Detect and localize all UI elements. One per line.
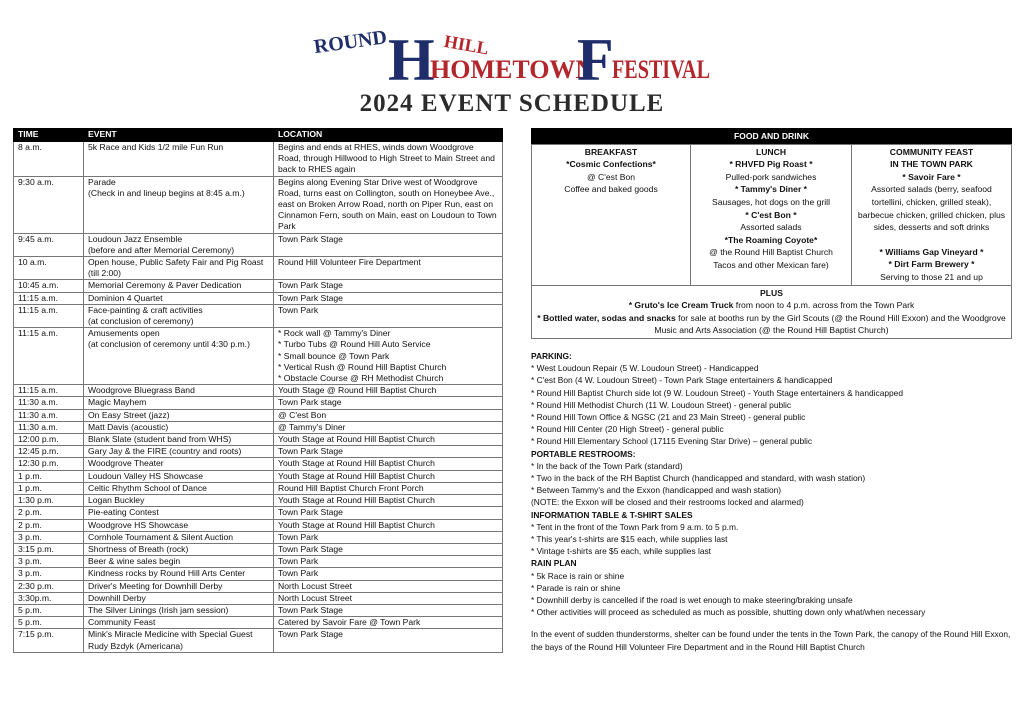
cell-time: 2 p.m. <box>14 519 84 531</box>
cell-time: 3:30p.m. <box>14 592 84 604</box>
cell-event: Cornhole Tournament & Silent Auction <box>84 531 274 543</box>
cell-time: 9:45 a.m. <box>14 233 84 256</box>
cell-event: Driver's Meeting for Downhill Derby <box>84 580 274 592</box>
list-item: * Round Hill Town Office & NGSC (21 and 23 Main Street) - general public <box>531 412 806 423</box>
cell-time: 3 p.m. <box>14 531 84 543</box>
feast-item: Serving to those 21 and up <box>880 271 983 282</box>
cell-location: Town Park Stage <box>274 446 503 458</box>
feast-column <box>852 144 1012 285</box>
table-row <box>14 592 503 604</box>
cell-location: Town Park Stage <box>274 280 503 292</box>
breakfast-heading: BREAKFAST <box>584 146 638 157</box>
cell-event: Mink's Miracle Medicine with Special Guest Rudy Bzdyk (Americana) <box>84 629 274 652</box>
column-header-event: EVENT <box>84 129 274 142</box>
breakfast-item: *Cosmic Confections* <box>566 159 656 170</box>
table-row <box>14 482 503 494</box>
cell-event: Shortness of Breath (rock) <box>84 543 274 555</box>
cell-location: Town Park <box>274 304 503 327</box>
lunch-item: Pulled-pork sandwiches <box>725 171 817 182</box>
feast-item: * Savoir Fare * <box>902 171 961 182</box>
table-row <box>14 176 503 233</box>
cell-time: 3:15 p.m. <box>14 543 84 555</box>
list-item: * Round Hill Methodist Church (11 W. Loudoun Street) - general public <box>531 399 792 410</box>
cell-event: Blank Slate (student band from WHS) <box>84 434 274 446</box>
list-item: * In the back of the Town Park (standard) <box>531 460 683 471</box>
table-row <box>14 617 503 629</box>
schedule-header-row <box>14 129 503 142</box>
breakfast-list <box>534 158 688 196</box>
list-item: * Between Tammy's and the Exxon (handicapped and wash station) <box>531 485 782 496</box>
cell-event: Amusements open (at conclusion of ceremony until 4:30 p.m.) <box>84 328 274 385</box>
table-row <box>14 257 503 280</box>
list-item: * Vintage t-shirts are $5 each, while supplies last <box>531 546 712 557</box>
cell-event: Pie-eating Contest <box>84 507 274 519</box>
feast-heading: COMMUNITY FEAST IN THE TOWN PARK <box>889 146 974 170</box>
event-schedule-table <box>13 128 503 653</box>
cell-time: 12:45 p.m. <box>14 446 84 458</box>
schedule-body <box>14 142 503 653</box>
feast-list <box>854 171 1009 284</box>
cell-location: Catered by Savoir Fare @ Town Park <box>274 617 503 629</box>
cell-location: Youth Stage at Round Hill Baptist Church <box>274 434 503 446</box>
food-and-drink-table <box>531 128 1012 339</box>
table-row <box>14 397 503 409</box>
cell-location: Begins and ends at RHES, winds down Woodgrove Road, through Hillwood to High Street to Main Street and back to RHES again <box>274 142 503 177</box>
cell-event: Matt Davis (acoustic) <box>84 421 274 433</box>
table-row <box>14 470 503 482</box>
lunch-item: @ the Round Hill Baptist Church <box>709 247 833 258</box>
cell-event: Loudoun Valley HS Showcase <box>84 470 274 482</box>
info-sections <box>531 350 1016 653</box>
cell-time: 1 p.m. <box>14 470 84 482</box>
lunch-column <box>691 144 852 285</box>
info-section <box>531 509 1016 558</box>
list-item: * C'est Bon (4 W. Loudoun Street) - Town Park Stage entertainers & handicapped <box>531 375 833 386</box>
logo-round-text: ROUND <box>312 26 389 59</box>
list-item: * Other activities will proceed as scheduled as much as possible, shutting down only what/when necessary <box>531 607 926 618</box>
cell-location: North Locust Street <box>274 580 503 592</box>
table-row <box>14 446 503 458</box>
cell-location: North Locust Street <box>274 592 503 604</box>
feast-item: * Dirt Farm Brewery * <box>888 259 975 270</box>
cell-event: Woodgrove HS Showcase <box>84 519 274 531</box>
table-row <box>14 604 503 616</box>
lunch-item: Assorted salads <box>740 222 802 233</box>
cell-location: Town Park <box>274 531 503 543</box>
cell-time: 11:30 a.m. <box>14 409 84 421</box>
cell-event: Dominion 4 Quartet <box>84 292 274 304</box>
cell-event: The Silver Linings (Irish jam session) <box>84 604 274 616</box>
cell-location: Town Park Stage <box>274 604 503 616</box>
cell-location: * Rock wall @ Tammy's Diner * Turbo Tubs @ Round Hill Auto Service * Small bounce @ Town Park * Vertical Rush @ Round Hill Baptist Church * Obstacle Course @ RH Methodist Church <box>274 328 503 385</box>
cell-location: Town Park <box>274 568 503 580</box>
table-row <box>14 507 503 519</box>
list-item: * Downhill derby is cancelled if the road is wet enough to make steering/braking unsafe <box>531 595 853 606</box>
table-row <box>14 531 503 543</box>
cell-time: 1:30 p.m. <box>14 495 84 507</box>
cell-time: 2 p.m. <box>14 507 84 519</box>
cell-location: Town Park Stage <box>274 292 503 304</box>
cell-location: Town Park Stage <box>274 507 503 519</box>
schedule-title: 2024 EVENT SCHEDULE <box>359 90 665 117</box>
list-item: * Round Hill Baptist Church side lot (9 W. Loudoun Street) - Youth Stage entertainers & handicapped <box>531 387 903 398</box>
breakfast-item: @ C'est Bon <box>586 171 636 182</box>
cell-time: 10 a.m. <box>14 257 84 280</box>
breakfast-column <box>532 144 691 285</box>
lunch-heading: LUNCH <box>755 146 787 157</box>
table-row <box>14 580 503 592</box>
lunch-item: *The Roaming Coyote* <box>724 234 818 245</box>
cell-location: @ C'est Bon <box>274 409 503 421</box>
section-heading: PORTABLE RESTROOMS: <box>531 448 636 459</box>
cell-event: Open house, Public Safety Fair and Pig Roast (till 2:00) <box>84 257 274 280</box>
cell-time: 9:30 a.m. <box>14 176 84 233</box>
cell-location: Town Park Stage <box>274 629 503 652</box>
festival-logo <box>312 14 712 93</box>
cell-time: 2:30 p.m. <box>14 580 84 592</box>
lunch-item: * C'est Bon * <box>745 209 797 220</box>
plus-line-snacks <box>534 312 1009 337</box>
cell-event: Community Feast <box>84 617 274 629</box>
table-row <box>14 233 503 256</box>
table-row <box>14 519 503 531</box>
list-item: * This year's t-shirts are $15 each, while supplies last <box>531 534 728 545</box>
cell-location: Begins along Evening Star Drive west of Woodgrove Road, turns east on Collington, south on Honeybee Ave., east on Broken Arrow Road, north on Piper Run, east on Cinnamon Fern, south on Main, east on Loudoun to Town Park <box>274 176 503 233</box>
cell-event: Woodgrove Theater <box>84 458 274 470</box>
lunch-item: * RHVFD Pig Roast * <box>729 159 813 170</box>
food-title: FOOD AND DRINK <box>532 129 1012 145</box>
section-heading: PARKING: <box>531 351 572 361</box>
cell-event: Face-painting & craft activities (at conclusion of ceremony) <box>84 304 274 327</box>
cell-time: 3 p.m. <box>14 568 84 580</box>
logo-h-letter: H <box>388 27 435 93</box>
cell-event: 5k Race and Kids 1/2 mile Fun Run <box>84 142 274 177</box>
cell-location: Round Hill Baptist Church Front Porch <box>274 482 503 494</box>
info-section <box>531 350 1016 448</box>
cell-event: Gary Jay & the FIRE (country and roots) <box>84 446 274 458</box>
thunderstorm-note: In the event of sudden thunderstorms, shelter can be found under the tents in the Town Park, the canopy of the Round Hill Exxon, the bays of the Round Hill Volunteer Fire Department and in the Round Hill Baptist Church <box>531 629 1011 652</box>
table-row <box>14 385 503 397</box>
list-item: * West Loudoun Repair (5 W. Loudoun Street) - Handicapped <box>531 363 759 374</box>
list-item: * 5k Race is rain or shine <box>531 570 625 581</box>
info-section <box>531 557 1016 618</box>
section-heading: INFORMATION TABLE & T-SHIRT SALES <box>531 509 693 520</box>
cell-time: 3 p.m. <box>14 556 84 568</box>
table-row <box>14 328 503 385</box>
plus-section <box>532 285 1012 338</box>
plus-line-ice-cream <box>534 299 1009 312</box>
list-item: * Parade is rain or shine <box>531 582 621 593</box>
table-row <box>14 543 503 555</box>
cell-time: 11:15 a.m. <box>14 304 84 327</box>
cell-event: Memorial Ceremony & Paver Dedication <box>84 280 274 292</box>
plus-heading: PLUS <box>760 287 783 298</box>
cell-time: 11:30 a.m. <box>14 421 84 433</box>
table-row <box>14 629 503 652</box>
table-row <box>14 421 503 433</box>
cell-time: 12:30 p.m. <box>14 458 84 470</box>
lunch-list <box>693 158 849 271</box>
plus-line1-bold: * Gruto's Ice Cream Truck <box>628 300 734 311</box>
cell-location: Town Park stage <box>274 397 503 409</box>
cell-event: Downhill Derby <box>84 592 274 604</box>
cell-location: Youth Stage @ Round Hill Baptist Church <box>274 385 503 397</box>
cell-location: Town Park Stage <box>274 233 503 256</box>
cell-location: Youth Stage at Round Hill Baptist Church <box>274 458 503 470</box>
cell-location: Youth Stage at Round Hill Baptist Church <box>274 470 503 482</box>
lunch-item: Sausages, hot dogs on the grill <box>711 196 830 207</box>
cell-time: 12:00 p.m. <box>14 434 84 446</box>
list-item: (NOTE: the Exxon will be closed and their restrooms locked and alarmed) <box>531 497 804 508</box>
list-item: * Round Hill Elementary School (17115 Evening Star Drive) – general public <box>531 436 813 447</box>
table-row <box>14 280 503 292</box>
cell-time: 5 p.m. <box>14 604 84 616</box>
cell-location: @ Tammy's Diner <box>274 421 503 433</box>
table-row <box>14 556 503 568</box>
table-row <box>14 304 503 327</box>
lunch-item: * Tammy's Diner * <box>734 184 808 195</box>
logo-hill-text: HILL <box>442 31 491 59</box>
cell-location: Youth Stage at Round Hill Baptist Church <box>274 519 503 531</box>
table-row <box>14 568 503 580</box>
cell-time: 5 p.m. <box>14 617 84 629</box>
plus-line2-bold: * Bottled water, sodas and snacks <box>537 312 676 323</box>
info-list <box>531 350 1016 618</box>
section-heading: RAIN PLAN <box>531 558 577 569</box>
feast-item: * Williams Gap Vineyard * <box>879 246 984 257</box>
cell-event: Loudoun Jazz Ensemble (before and after Memorial Ceremony) <box>84 233 274 256</box>
lunch-item: Tacos and other Mexican fare) <box>713 259 829 270</box>
table-row <box>14 409 503 421</box>
cell-time: 11:15 a.m. <box>14 385 84 397</box>
cell-location: Town Park <box>274 556 503 568</box>
cell-time: 10:45 a.m. <box>14 280 84 292</box>
logo-hometown-text: HOMETOWN <box>430 55 595 84</box>
cell-location: Youth Stage at Round Hill Baptist Church <box>274 495 503 507</box>
table-row <box>14 434 503 446</box>
logo-festival-text: FESTIVAL <box>612 55 710 84</box>
cell-location: Town Park Stage <box>274 543 503 555</box>
column-header-location: LOCATION <box>274 129 503 142</box>
cell-event: Woodgrove Bluegrass Band <box>84 385 274 397</box>
table-row <box>14 495 503 507</box>
info-section <box>531 448 1016 509</box>
cell-event: Beer & wine sales begin <box>84 556 274 568</box>
cell-event: Logan Buckley <box>84 495 274 507</box>
cell-time: 11:15 a.m. <box>14 292 84 304</box>
breakfast-item: Coffee and baked goods <box>564 184 658 195</box>
cell-event: Kindness rocks by Round Hill Arts Center <box>84 568 274 580</box>
cell-time: 1 p.m. <box>14 482 84 494</box>
cell-time: 8 a.m. <box>14 142 84 177</box>
list-item: * Two in the back of the RH Baptist Church (handicapped and standard, with wash station) <box>531 473 866 484</box>
logo-f-letter: F <box>577 27 614 93</box>
feast-item <box>854 234 1009 246</box>
plus-line1-rest: from noon to 4 p.m. across from the Town Park <box>733 300 915 311</box>
cell-time: 7:15 p.m. <box>14 629 84 652</box>
cell-time: 11:30 a.m. <box>14 397 84 409</box>
table-row <box>14 142 503 177</box>
table-row <box>14 292 503 304</box>
cell-event: Celtic Rhythm School of Dance <box>84 482 274 494</box>
cell-event: Parade (Check in and lineup begins at 8:45 a.m.) <box>84 176 274 233</box>
list-item: * Round Hill Center (20 High Street) - general public <box>531 424 724 435</box>
column-header-time: TIME <box>14 129 84 142</box>
cell-event: Magic Mayhem <box>84 397 274 409</box>
cell-location: Round Hill Volunteer Fire Department <box>274 257 503 280</box>
feast-item: Assorted salads (berry, seafood tortellini, chicken, grilled steak), barbecue chicken, grilled chicken, plus sides, desserts and soft drinks <box>857 184 1006 233</box>
plus-line2-rest: for sale at booths run by the Girl Scouts (@ the Round Hill Exxon) and the Woodgrove Music and Arts Association (@ the Round Hill Baptist Church) <box>654 312 1006 336</box>
list-item: * Tent in the front of the Town Park from 9 a.m. to 5 p.m. <box>531 521 739 532</box>
cell-time: 11:15 a.m. <box>14 328 84 385</box>
table-row <box>14 458 503 470</box>
cell-event: On Easy Street (jazz) <box>84 409 274 421</box>
